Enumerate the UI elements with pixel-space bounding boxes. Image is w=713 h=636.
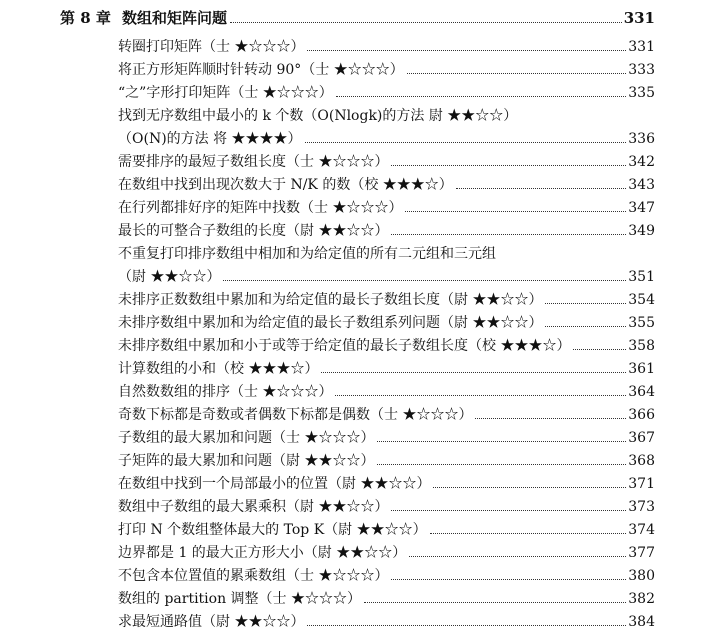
dot-leader <box>475 418 626 419</box>
page-number: 382 <box>628 591 655 607</box>
entry-title: 最长的可整合子数组的长度（尉 ★★☆☆） <box>118 223 389 239</box>
toc-entry <box>118 406 655 424</box>
chapter-heading <box>60 9 655 27</box>
toc-entry <box>118 360 655 378</box>
dot-leader <box>391 510 626 511</box>
dot-leader <box>336 96 627 97</box>
page-number: 355 <box>628 315 655 331</box>
toc-entry <box>118 544 655 562</box>
entry-title: （O(N)的方法 将 ★★★★） <box>118 131 302 147</box>
dot-leader <box>573 349 626 350</box>
toc-entry-title-only <box>118 107 517 125</box>
toc-entry <box>118 383 655 401</box>
page-number: 349 <box>628 223 655 239</box>
page-number: 342 <box>628 154 655 170</box>
toc-entry <box>118 222 655 240</box>
entry-title: 需要排序的最短子数组长度（士 ★☆☆☆） <box>118 154 389 170</box>
page-number: 364 <box>628 384 655 400</box>
entry-title: 将正方形矩阵顺时针转动 90°（士 ★☆☆☆） <box>118 62 404 78</box>
entry-title: 奇数下标都是奇数或者偶数下标都是偶数（士 ★☆☆☆） <box>118 407 473 423</box>
entry-title: 转圈打印矩阵（士 ★☆☆☆） <box>118 39 305 55</box>
dot-leader <box>456 188 626 189</box>
page-number: 351 <box>628 269 655 285</box>
dot-leader <box>391 234 626 235</box>
toc-entry <box>118 475 655 493</box>
toc-entry <box>118 38 655 56</box>
page-number: 371 <box>628 476 655 492</box>
toc-entry <box>118 590 655 608</box>
entry-title: 数组的 partition 调整（士 ★☆☆☆） <box>118 591 362 607</box>
toc-entry-continuation <box>118 268 655 286</box>
dot-leader <box>430 533 627 534</box>
page-number: 347 <box>628 200 655 216</box>
entry-title: 数组中子数组的最大累乘积（尉 ★★☆☆） <box>118 499 389 515</box>
entry-title: 计算数组的小和（校 ★★★☆） <box>118 361 319 377</box>
entry-title: 在数组中找到出现次数大于 N/K 的数（校 ★★★☆） <box>118 177 453 193</box>
dot-leader <box>305 142 627 143</box>
page-number: 366 <box>628 407 655 423</box>
toc-entry-title-only <box>118 245 496 263</box>
page-number: 331 <box>628 39 655 55</box>
dot-leader <box>377 464 626 465</box>
entry-title: 打印 N 个数组整体最大的 Top K（尉 ★★☆☆） <box>118 522 427 538</box>
entry-title: （尉 ★★☆☆） <box>118 269 221 285</box>
page-number: 343 <box>628 177 655 193</box>
dot-leader <box>321 372 626 373</box>
entry-title: 找到无序数组中最小的 k 个数（O(Nlogk)的方法 尉 ★★☆☆） <box>118 108 518 124</box>
dot-leader <box>377 441 626 442</box>
page-number: 358 <box>628 338 655 354</box>
chapter-title: 数组和矩阵问题 <box>122 9 228 27</box>
dot-leader <box>223 280 626 281</box>
page-number: 336 <box>628 131 655 147</box>
entry-title: 求最短通路值（尉 ★★☆☆） <box>118 614 305 630</box>
toc-entry <box>118 337 655 355</box>
page-number: 368 <box>628 453 655 469</box>
entry-title: “之”字形打印矩阵（士 ★☆☆☆） <box>118 85 333 101</box>
page-number: 377 <box>628 545 655 561</box>
toc-entry <box>118 567 655 585</box>
dot-leader <box>307 50 626 51</box>
entry-title: 在数组中找到一个局部最小的位置（尉 ★★☆☆） <box>118 476 431 492</box>
entry-title: 自然数数组的排序（士 ★☆☆☆） <box>118 384 333 400</box>
toc-entry <box>118 521 655 539</box>
page-number: 374 <box>628 522 655 538</box>
dot-leader <box>545 303 626 304</box>
toc-entry <box>118 314 655 332</box>
toc-entry <box>118 498 655 516</box>
dot-leader <box>307 625 626 626</box>
toc-entry <box>118 613 655 631</box>
page-number: 333 <box>628 62 655 78</box>
dot-leader <box>364 602 626 603</box>
entry-title: 在行列都排好序的矩阵中找数（士 ★☆☆☆） <box>118 200 403 216</box>
entry-title: 未排序正数数组中累加和为给定值的最长子数组长度（尉 ★★☆☆） <box>118 292 543 308</box>
dot-leader <box>405 211 626 212</box>
toc-entry <box>118 84 655 102</box>
entry-title: 子矩阵的最大累加和问题（尉 ★★☆☆） <box>118 453 375 469</box>
entry-title: 边界都是 1 的最大正方形大小（尉 ★★☆☆） <box>118 545 407 561</box>
dot-leader <box>433 487 626 488</box>
toc-entry <box>118 429 655 447</box>
dot-leader <box>407 73 627 74</box>
page-number: 367 <box>628 430 655 446</box>
toc-entry <box>118 199 655 217</box>
toc-entry <box>118 291 655 309</box>
entry-title: 不包含本位置值的累乘数组（士 ★☆☆☆） <box>118 568 389 584</box>
toc-entry-continuation <box>118 130 655 148</box>
dot-leader <box>391 579 626 580</box>
dot-leader <box>391 165 626 166</box>
chapter-number: 第 8 章 <box>60 9 111 27</box>
toc-entry <box>118 452 655 470</box>
entry-title: 不重复打印排序数组中相加和为给定值的所有二元组和三元组 <box>118 246 496 262</box>
page-number: 373 <box>628 499 655 515</box>
dot-leader <box>230 22 622 23</box>
entry-title: 未排序数组中累加和小于或等于给定值的最长子数组长度（校 ★★★☆） <box>118 338 571 354</box>
entry-title: 子数组的最大累加和问题（士 ★☆☆☆） <box>118 430 375 446</box>
dot-leader <box>409 556 626 557</box>
page-number: 384 <box>628 614 655 630</box>
dot-leader <box>545 326 626 327</box>
toc-entry <box>118 153 655 171</box>
toc-entry <box>118 61 655 79</box>
page-number: 361 <box>628 361 655 377</box>
page-number: 354 <box>628 292 655 308</box>
entry-title: 未排序数组中累加和为给定值的最长子数组系列问题（尉 ★★☆☆） <box>118 315 543 331</box>
page-number: 331 <box>623 9 655 27</box>
toc-entry <box>118 176 655 194</box>
dot-leader <box>335 395 626 396</box>
page-number: 380 <box>628 568 655 584</box>
page-number: 335 <box>628 85 655 101</box>
